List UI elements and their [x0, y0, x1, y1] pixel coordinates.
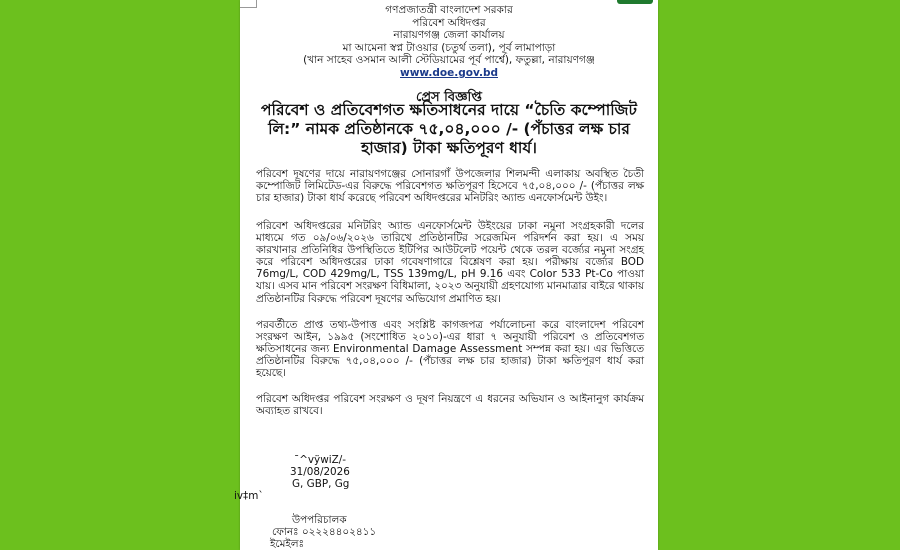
letterhead-address-2: (খান সাহেব ওসমান আলী স্টেডিয়ামের পূর্ব পার্শ্বে), ফতুল্লা, নারায়ণগঞ্জ: [303, 54, 595, 67]
paragraph-3: পরবর্তীতে প্রাপ্ত তথ্য-উপাত্ত এবং সংশ্লিষ্ট কাগজপত্র পর্যালোচনা করে বাংলাদেশ পরিবেশ সংরক্ষণ আইন, ১৯৯৫ (সংশোধিত ২০১০)-এর ধারা ৭ অনুযায়ী পরিবেশ ও প্রতিবেশগত ক্ষতিসাধনের জন্য Environmental Damage Assessment সম্পন্ন করা হয়। এর ভিত্তিতে প্রতিষ্ঠানটির বিরুদ্ধে ৭৫,০৪,০০০ /- (পঁচাত্তর লক্ষ চার হাজার) টাকা ক্ষতিপূরণ ধার্য করা হয়েছে।: [256, 319, 644, 380]
signature-name: iv‡m`: [234, 490, 264, 502]
page-corner-mark: [240, 0, 257, 8]
letterhead-address-1: মা আমেনা স্বপ্ন টাওয়ার (চতুর্থ তলা), পূর্ব লামাপাড়া: [342, 41, 556, 54]
signatory-designation: উপপরিচালক: [292, 514, 347, 526]
signatory-phone: ফোনঃ ০২২২৪৪০২৪১১: [272, 526, 377, 538]
signatory-email: ইমেইলঃ: [270, 538, 305, 550]
signature-initials: G, GBP, Gg: [292, 478, 350, 490]
corner-badge: [617, 0, 653, 4]
paragraph-2: পরিবেশ অধিদপ্তরের মনিটরিং অ্যান্ড এনফোর্সমেন্ট উইংয়ের ঢাকা নমুনা সংগ্রহকারী দলের মাধ্যমে গত ০৯/০৬/২০২৬ তারিখে প্রতিষ্ঠানটির সরেজমিন পরিদর্শন করা হয়। এ সময় কারখানার প্রতিনিধির উপস্থিতিতে ইটিপির আউটলেট পয়েন্ট থেকে তরল বর্জ্যের নমুনা সংগ্রহ করে পরিবেশ অধিদপ্তরের ঢাকা গবেষণাগারে বিশ্লেষণ করা হয়। পরীক্ষায় বর্জ্যের BOD 76mg/L, COD 429mg/L, TSS 139mg/L, pH 9.16 এবং Color 533 Pt-Co পাওয়া যায়। এসব মান পরিবেশ সংরক্ষণ বিধিমালা, ২০২৩ অনুযায়ী গ্রহণযোগ্য মানমাত্রার বাইরে থাকায় প্রতিষ্ঠানটির বিরুদ্ধে পরিবেশ দূষণের অভিযোগ প্রমাণিত হয়।: [256, 220, 644, 305]
letterhead-government: গণপ্রজাতন্ত্রী বাংলাদেশ সরকার: [385, 4, 513, 16]
signature-date: 31/08/2026: [290, 466, 350, 478]
press-release-label: প্রেস বিজ্ঞপ্তি: [416, 90, 482, 105]
headline: পরিবেশ ও প্রতিবেশগত ক্ষতিসাধনের দায়ে “চৈতি কম্পোজিট লি:” নামক প্রতিষ্ঠানকে ৭৫,০৪,০০০ /- (পঁচাত্তর লক্ষ চার হাজার) টাকা ক্ষতিপূরণ ধার্য।: [261, 101, 637, 157]
paragraph-4: পরিবেশ অধিদপ্তর পরিবেশ সংরক্ষণ ও দূষণ নিয়ন্ত্রণে এ ধরনের অভিযান ও আইনানুগ কার্যক্রম অব্যাহত রাখবে।: [256, 393, 644, 418]
letterhead-department: পরিবেশ অধিদপ্তর: [412, 16, 486, 29]
paragraph-1: পরিবেশ দূষণের দায়ে নারায়ণগঞ্জের সোনারগাঁ উপজেলার শিলমন্দী এলাকায় অবস্থিত চৈতী কম্পোজিট লিমিটেড-এর বিরুদ্ধে পরিবেশগত ক্ষতিপূরণ হিসেবে ৭৫,০৪,০০০ /- (পঁচাত্তর লক্ষ চার হাজার) টাকা ধার্য করেছে পরিবেশ অধিদপ্তরের মনিটরিং অ্যান্ড এনফোর্সমেন্ট উইং।: [256, 168, 644, 205]
website-link[interactable]: www.doe.gov.bd: [400, 66, 498, 79]
signature-mark: ¯^vÿwiZ/-: [294, 454, 346, 466]
letterhead-office: নারায়ণগঞ্জ জেলা কার্যালয়: [393, 29, 505, 42]
letterhead: [240, 4, 658, 80]
